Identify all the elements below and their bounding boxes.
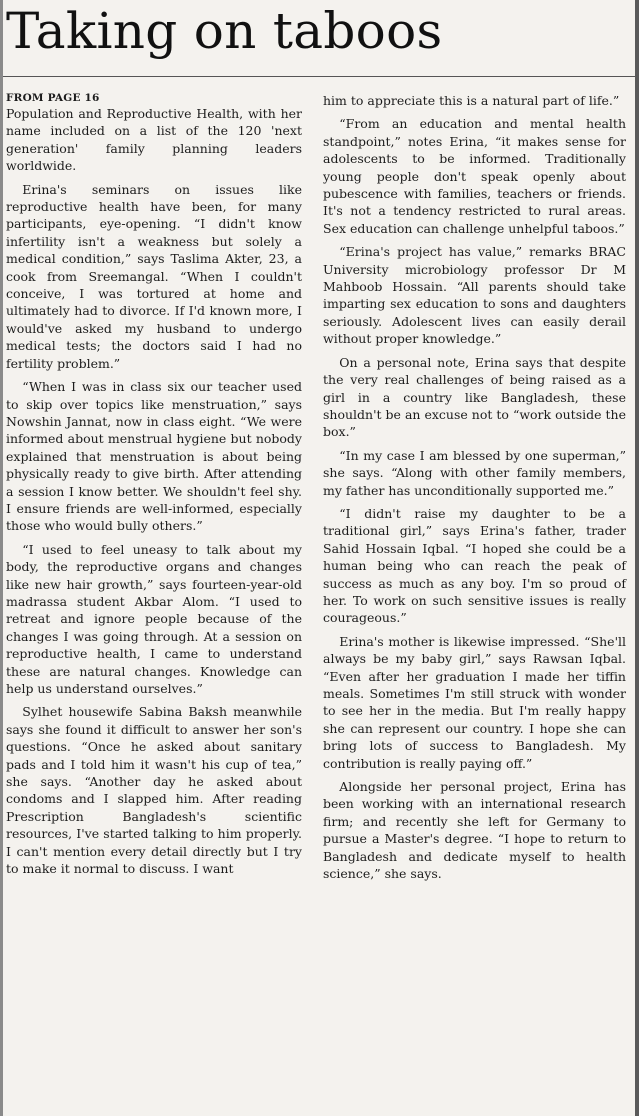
- article-column-right: [323, 92, 626, 888]
- page-border-right: [635, 0, 639, 1116]
- paragraph: “I didn't raise my daughter to be a traditional girl,” says Erina's father, trader Sahid Hossain Iqbal. “I hoped she could be a human being who can reach the peak of success as much as any boy. I'm so proud of her. To work on such sensitive issues is really courageous.”: [323, 505, 626, 626]
- paragraph: “In my case I am blessed by one superman,” she says. “Along with other family members, my father has unconditionally supported me.”: [323, 447, 626, 498]
- paragraph: Erina's seminars on issues like reproductive health have been, for many participants, eye-opening. “I didn't know infertility isn't a weakness but solely a medical condition,” says Taslima Akter, 23, a cook from Sreemangal. “When I couldn't conceive, I was tortured at home and ultimately had to divorce. If I'd known more, I would've asked my husband to undergo medical tests; the doctors said I had no fertility problem.”: [6, 181, 302, 371]
- page-border-left: [0, 0, 3, 1116]
- paragraph: “I used to feel uneasy to talk about my body, the reproductive organs and changes like new hair growth,” says fourteen-year-old madrassa student Akbar Alom. “I used to retreat and ignore people because of the changes I was going through. At a session on reproductive health, I came to understand these are natural changes. Knowledge can help us understand ourselves.”: [6, 541, 302, 696]
- paragraph: Sylhet housewife Sabina Baksh meanwhile says she found it difficult to answer her son's questions. “Once he asked about sanitary pads and I told him it wasn't his cup of tea,” she says. “Another day he asked about condoms and I slapped him. After reading Prescription Bangladesh's scientific resources, I've started talking to him properly. I can't mention every detail directly but I try to make it normal to discuss. I want: [6, 704, 302, 877]
- article-column-left: [6, 92, 302, 883]
- paragraph: “Erina's project has value,” remarks BRAC University microbiology professor Dr M Mahboob Hossain. “All parents should take imparting sex education to sons and daughters seriously. Adolescent lives can easily derail without proper knowledge.”: [323, 244, 626, 347]
- paragraph: Population and Reproductive Health, with her name included on a list of the 120 'next generation' family planning leaders worldwide.: [6, 106, 302, 174]
- paragraph: him to appreciate this is a natural part of life.”: [323, 93, 620, 108]
- paragraph: On a personal note, Erina says that despite the very real challenges of being raised as a girl in a country like Bangladesh, these shouldn't be an excuse not to “work outside the box.”: [323, 354, 626, 440]
- paragraph: “From an education and mental health standpoint,” notes Erina, “it makes sense for adolescents to be informed. Traditionally young people don't speak openly about pubescence with families, teachers or friends. It's not a tendency restricted to rural areas. Sex education can challenge unhelpful taboos.”: [323, 116, 626, 236]
- paragraph: Erina's mother is likewise impressed. “She'll always be my baby girl,” says Rawsan Iqbal. “Even after her graduation I made her tiffin meals. Sometimes I'm still struck with wonder to see her in the media. But I'm really happy she can represent our country. I hope she can bring lots of success to Bangladesh. My contribution is really paying off.”: [323, 633, 626, 771]
- paragraph: Alongside her personal project, Erina has been working with an international research firm; and recently she left for Germany to pursue a Master's degree. “I hope to return to Bangladesh and dedicate myself to health science,” she says.: [323, 779, 626, 882]
- headline: Taking on taboos: [6, 2, 443, 60]
- headline-rule: [3, 76, 635, 77]
- paragraph: “When I was in class six our teacher used to skip over topics like menstruation,” says Nowshin Jannat, now in class eight. “We were informed about menstrual hygiene but nobody explained that menstruation is about being physically ready to give birth. After attending a session I know better. We shouldn't feel shy. I ensure friends are well-informed, especially those who would bully others.”: [6, 379, 302, 534]
- continuation-kicker: FROM PAGE 16: [6, 92, 100, 104]
